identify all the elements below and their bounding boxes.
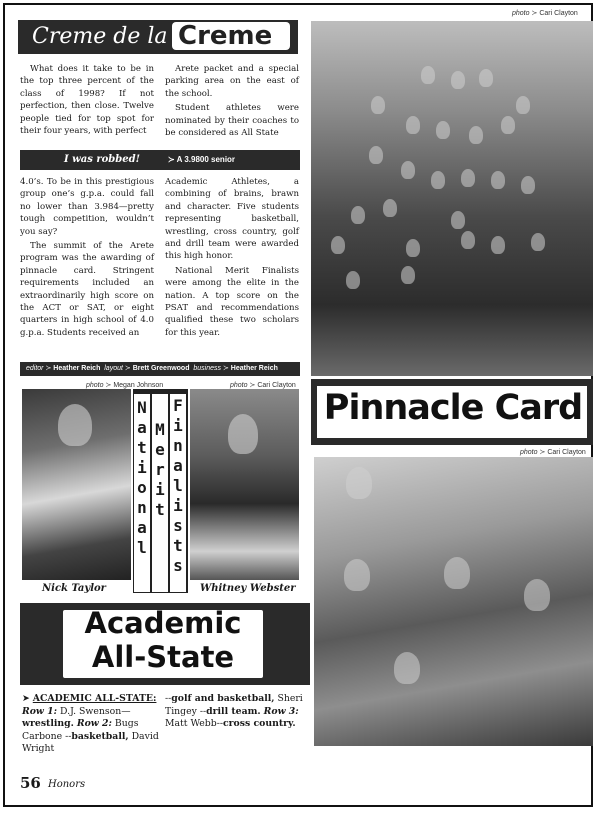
pullquote-bar (20, 150, 300, 170)
page-number: 56 (20, 774, 41, 792)
row2-sport: basketball, (71, 730, 129, 742)
row3-name: Matt Webb (165, 718, 217, 730)
pullquote-text: I was robbed! (64, 154, 141, 165)
staff-credits: editor ≻ Heather Reich layout ≻ Brett Greenwood business ≻ Heather Reich (26, 365, 278, 372)
pullquote-attribution: ≻ A 3.9800 senior (168, 155, 236, 164)
header-photo-credit: photo ≻ Cari Clayton (512, 10, 578, 17)
row1-sport: wrestling. (22, 718, 74, 730)
row1-label: Row 1: (22, 705, 58, 717)
group-photo-top (311, 21, 593, 376)
article-col1-bottom (20, 176, 154, 341)
article-paragraph: Arete packet and a special parking area on the east of the school. (165, 64, 299, 99)
nick-taylor-photo (22, 389, 131, 580)
caption-nick-taylor: Nick Taylor (42, 583, 106, 594)
article-paragraph: What does it take to be in the top three percent of the class of 1998? If not perfection, then close. Twelve people tied for top spot for their four years, with perfect (20, 64, 154, 137)
article-paragraph: 4.0’s. To be in this prestigious group one’s g.p.a. could fall no lower than 3.984—pretty tough competition, wouldn’t you say? (20, 177, 154, 237)
article-col1-top (20, 63, 154, 139)
pinnacle-title: Pinnacle Card (323, 388, 583, 428)
caption-whitney-webster: Whitney Webster (200, 583, 296, 594)
col2-sport2: drill team. (206, 705, 261, 717)
merit-vertical-national: National (137, 398, 147, 557)
merit-vertical-finalists: Finalists (173, 396, 183, 575)
whitney-webster-photo (190, 389, 299, 580)
merit-photo2-credit: photo ≻ Cari Clayton (230, 382, 296, 389)
arrow-icon: ➤ (22, 693, 30, 704)
article-paragraph: Academic Athletes, a combining of brains, brawn and character. Five students representing basketball, wrestling, cross country, golf and drill team were awarded this high honor. (165, 177, 299, 262)
article-paragraph: Student athletes were nominated by their coaches to be considered as All State (165, 103, 299, 139)
header-title-italic: Creme de la (32, 24, 168, 49)
row1-name: D.J. Swenson (60, 705, 122, 717)
row2-name: Bugs Carbone (22, 718, 139, 742)
academic-group-photo (314, 457, 593, 746)
article-paragraph: National Merit Finalists were among the elite in the nation. A top score on the PSAT and recommendations qualified these two scholars for this year. (165, 265, 299, 338)
merit-photo1-credit: photo ≻ Megan Johnson (86, 382, 164, 389)
row2-label: Row 2: (76, 718, 112, 730)
col2-sport1: golf and basketball, (171, 693, 275, 704)
academic-caption-col2: --golf and basketball, Sheri Tingey --drill team. Row 3: Matt Webb--cross country. (165, 693, 303, 730)
academic-title-line1: Academic (84, 606, 242, 640)
row2-name2: David Wright (22, 730, 159, 755)
article-col2-bottom (165, 176, 299, 341)
article-paragraph: The summit of the Arete program was the awarding of pinnacle card. Stringent requirements included an extraordinarily high score on the ACT or SAT, or eight quarters in high school of 4.0 g.p.a. Students received an (20, 241, 154, 338)
col2-name1: Sheri Tingey (165, 693, 303, 717)
header-title-bold-text: Creme (178, 21, 273, 51)
row3-label: Row 3: (263, 705, 299, 717)
academic-title-line2: All-State (91, 640, 235, 674)
academic-caption-head: ACADEMIC ALL-STATE: (32, 693, 157, 704)
row3-sport: cross country. (223, 718, 296, 730)
academic-caption-col1: ➤ ACADEMIC ALL-STATE: Row 1: D.J. Swenson—wrestling. Row 2: Bugs Carbone --basketball, David Wright (22, 693, 159, 755)
merit-vertical-merit: Merit (155, 420, 165, 519)
article-col2-top (165, 63, 299, 141)
section-name: Honors (48, 779, 86, 790)
pinnacle-photo-credit: photo ≻ Cari Clayton (520, 449, 586, 456)
